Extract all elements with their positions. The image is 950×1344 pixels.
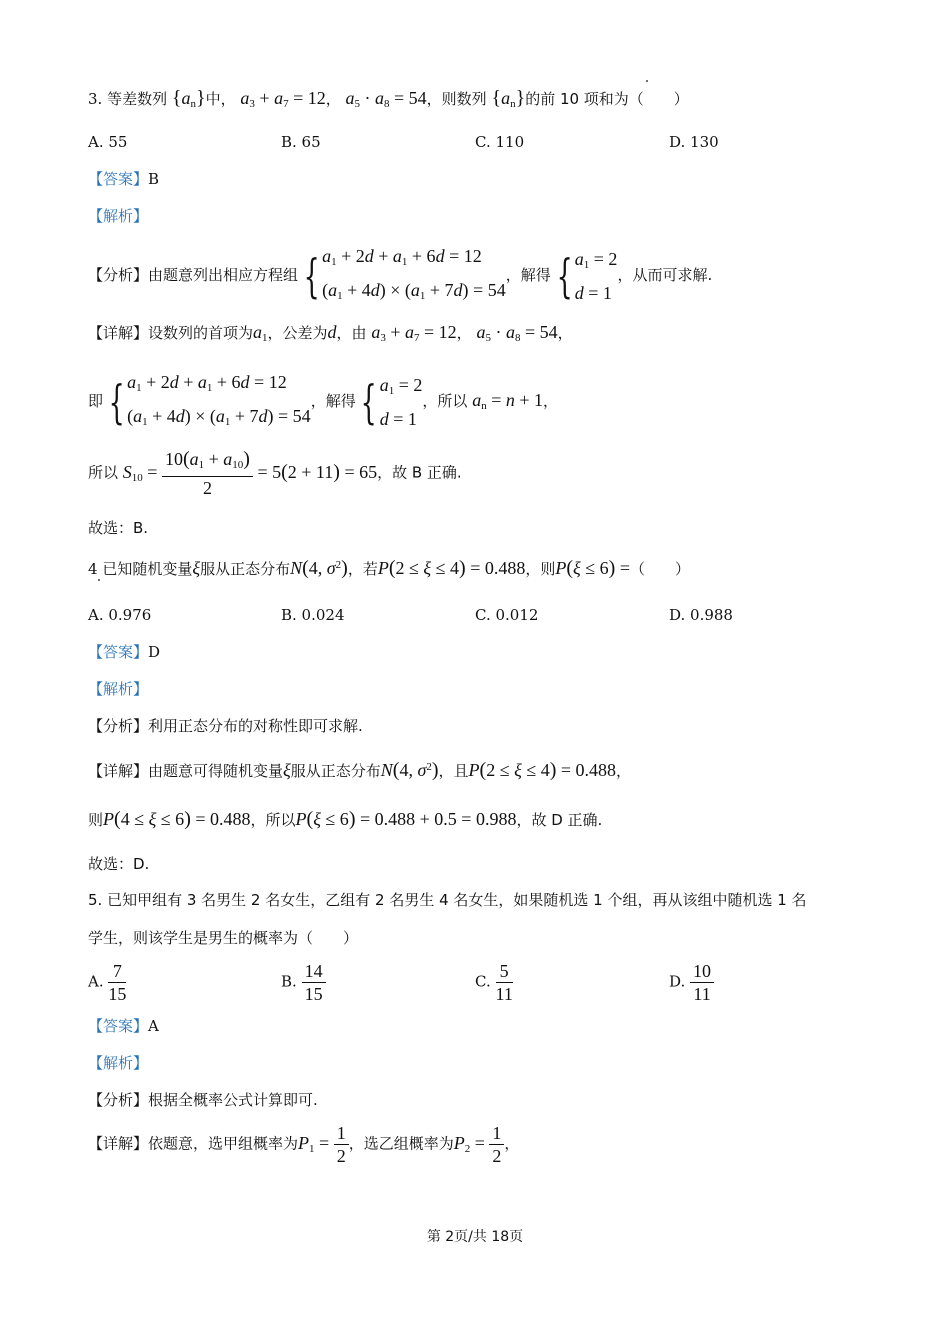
q5-option-b: B. $\frac{14}{15}$ <box>281 960 326 1005</box>
q3-answer: 【答案】B <box>88 170 160 188</box>
page-footer: 第 2页/共 18页 <box>426 1229 524 1245</box>
q3-option-b: B. 65 <box>281 133 321 151</box>
q4-stem: 4 已知随机变量ξ服从正态分布N(4, $\sigma^2$)，若P(2 ≤ ξ ≤ 4) = 0.488，则P(ξ ≤ 6) =（ ） <box>88 557 690 579</box>
q3-option-a: A. 55 <box>88 133 128 151</box>
q4-fenxi: 【分析】利用正态分布的对称性即可求解. <box>88 717 363 735</box>
stray-dot <box>646 80 648 82</box>
q5-option-a: A. $\frac{7}{15}$ <box>88 961 127 1004</box>
q4-analysis-label: 【解析】 <box>88 680 149 698</box>
q5-fenxi: 【分析】根据全概率公式计算即可. <box>88 1091 318 1109</box>
q5-answer: 【答案】A <box>88 1017 159 1035</box>
stray-dot <box>98 579 100 581</box>
q3-detail: 【详解】设数列的首项为$a_1$，公差为d，由 $a_3 + a_7 = 12$， $a_5 \cdot a_8 = 54$， <box>88 322 573 344</box>
q5-option-d: D. $\frac{10}{11}$ <box>669 960 714 1005</box>
q3-sum: 所以 $S_{10}$ = $\frac{10(a_1 + a_{10})}{2}$ = 5(2 + 11) = 65，故 B 正确. <box>88 448 462 498</box>
q3-option-c: C. 110 <box>475 133 525 151</box>
q3-analysis-label: 【解析】 <box>88 207 149 225</box>
q3-stem: 3. 等差数列 $\{a_n\}$中， $a_3 + a_7 = 12$， $a_5 \cdot a_8 = 54$，则数列 $\{a_n\}$的前 10 项和为（ ） <box>88 87 689 110</box>
q4-conclusion: 故选：D. <box>88 855 150 873</box>
q3-fenxi: 【分析】由题意列出相应方程组 { $a_1 + 2d + a_1 + 6d = 12$ $(a_1 + 4d) \times (a_1 + 7d) = 54$ ，解得 { $a_1 = 2$ d = 1 ，从而可求解. <box>88 246 713 303</box>
q5-stem-line1: 5. 已知甲组有 3 名男生 2 名女生，乙组有 2 名男生 4 名女生，如果随机选 1 个组，再从该组中随机选 1 名 <box>88 891 807 909</box>
q3-conclusion: 故选：B. <box>88 519 149 537</box>
q4-answer: 【答案】D <box>88 643 161 661</box>
q4-option-b: B. 0.024 <box>281 606 345 624</box>
q3-system: 即 { $a_1 + 2d + a_1 + 6d = 12$ $(a_1 + 4d) \times (a_1 + 7d) = 54$ ，解得 { $a_1 = 2$ d = 1 ，所以 $a_n = n + 1$， <box>88 372 559 429</box>
q4-option-a: A. 0.976 <box>88 606 152 624</box>
q5-detail: 【详解】依题意，选甲组概率为$P_1$ = $\frac{1}{2}$ ，选乙组概率为$P_2$ = $\frac{1}{2}$ ， <box>88 1123 520 1166</box>
q4-option-d: D. 0.988 <box>669 606 733 624</box>
q5-option-c: C. $\frac{5}{11}$ <box>475 961 513 1004</box>
q5-stem-line2: 学生，则该学生是男生的概率为（ ） <box>88 929 359 947</box>
q5-analysis-label: 【解析】 <box>88 1054 149 1072</box>
q4-option-c: C. 0.012 <box>475 606 539 624</box>
q4-detail: 【详解】由题意可得随机变量ξ服从正态分布N(4, $\sigma^2$)，且P(2 ≤ ξ ≤ 4) = 0.488， <box>88 759 632 781</box>
q4-detail-2: 则P(4 ≤ ξ ≤ 6) = 0.488，所以P(ξ ≤ 6) = 0.488 + 0.5 = 0.988，故 D 正确. <box>88 808 603 830</box>
q3-option-d: D. 130 <box>669 133 719 151</box>
